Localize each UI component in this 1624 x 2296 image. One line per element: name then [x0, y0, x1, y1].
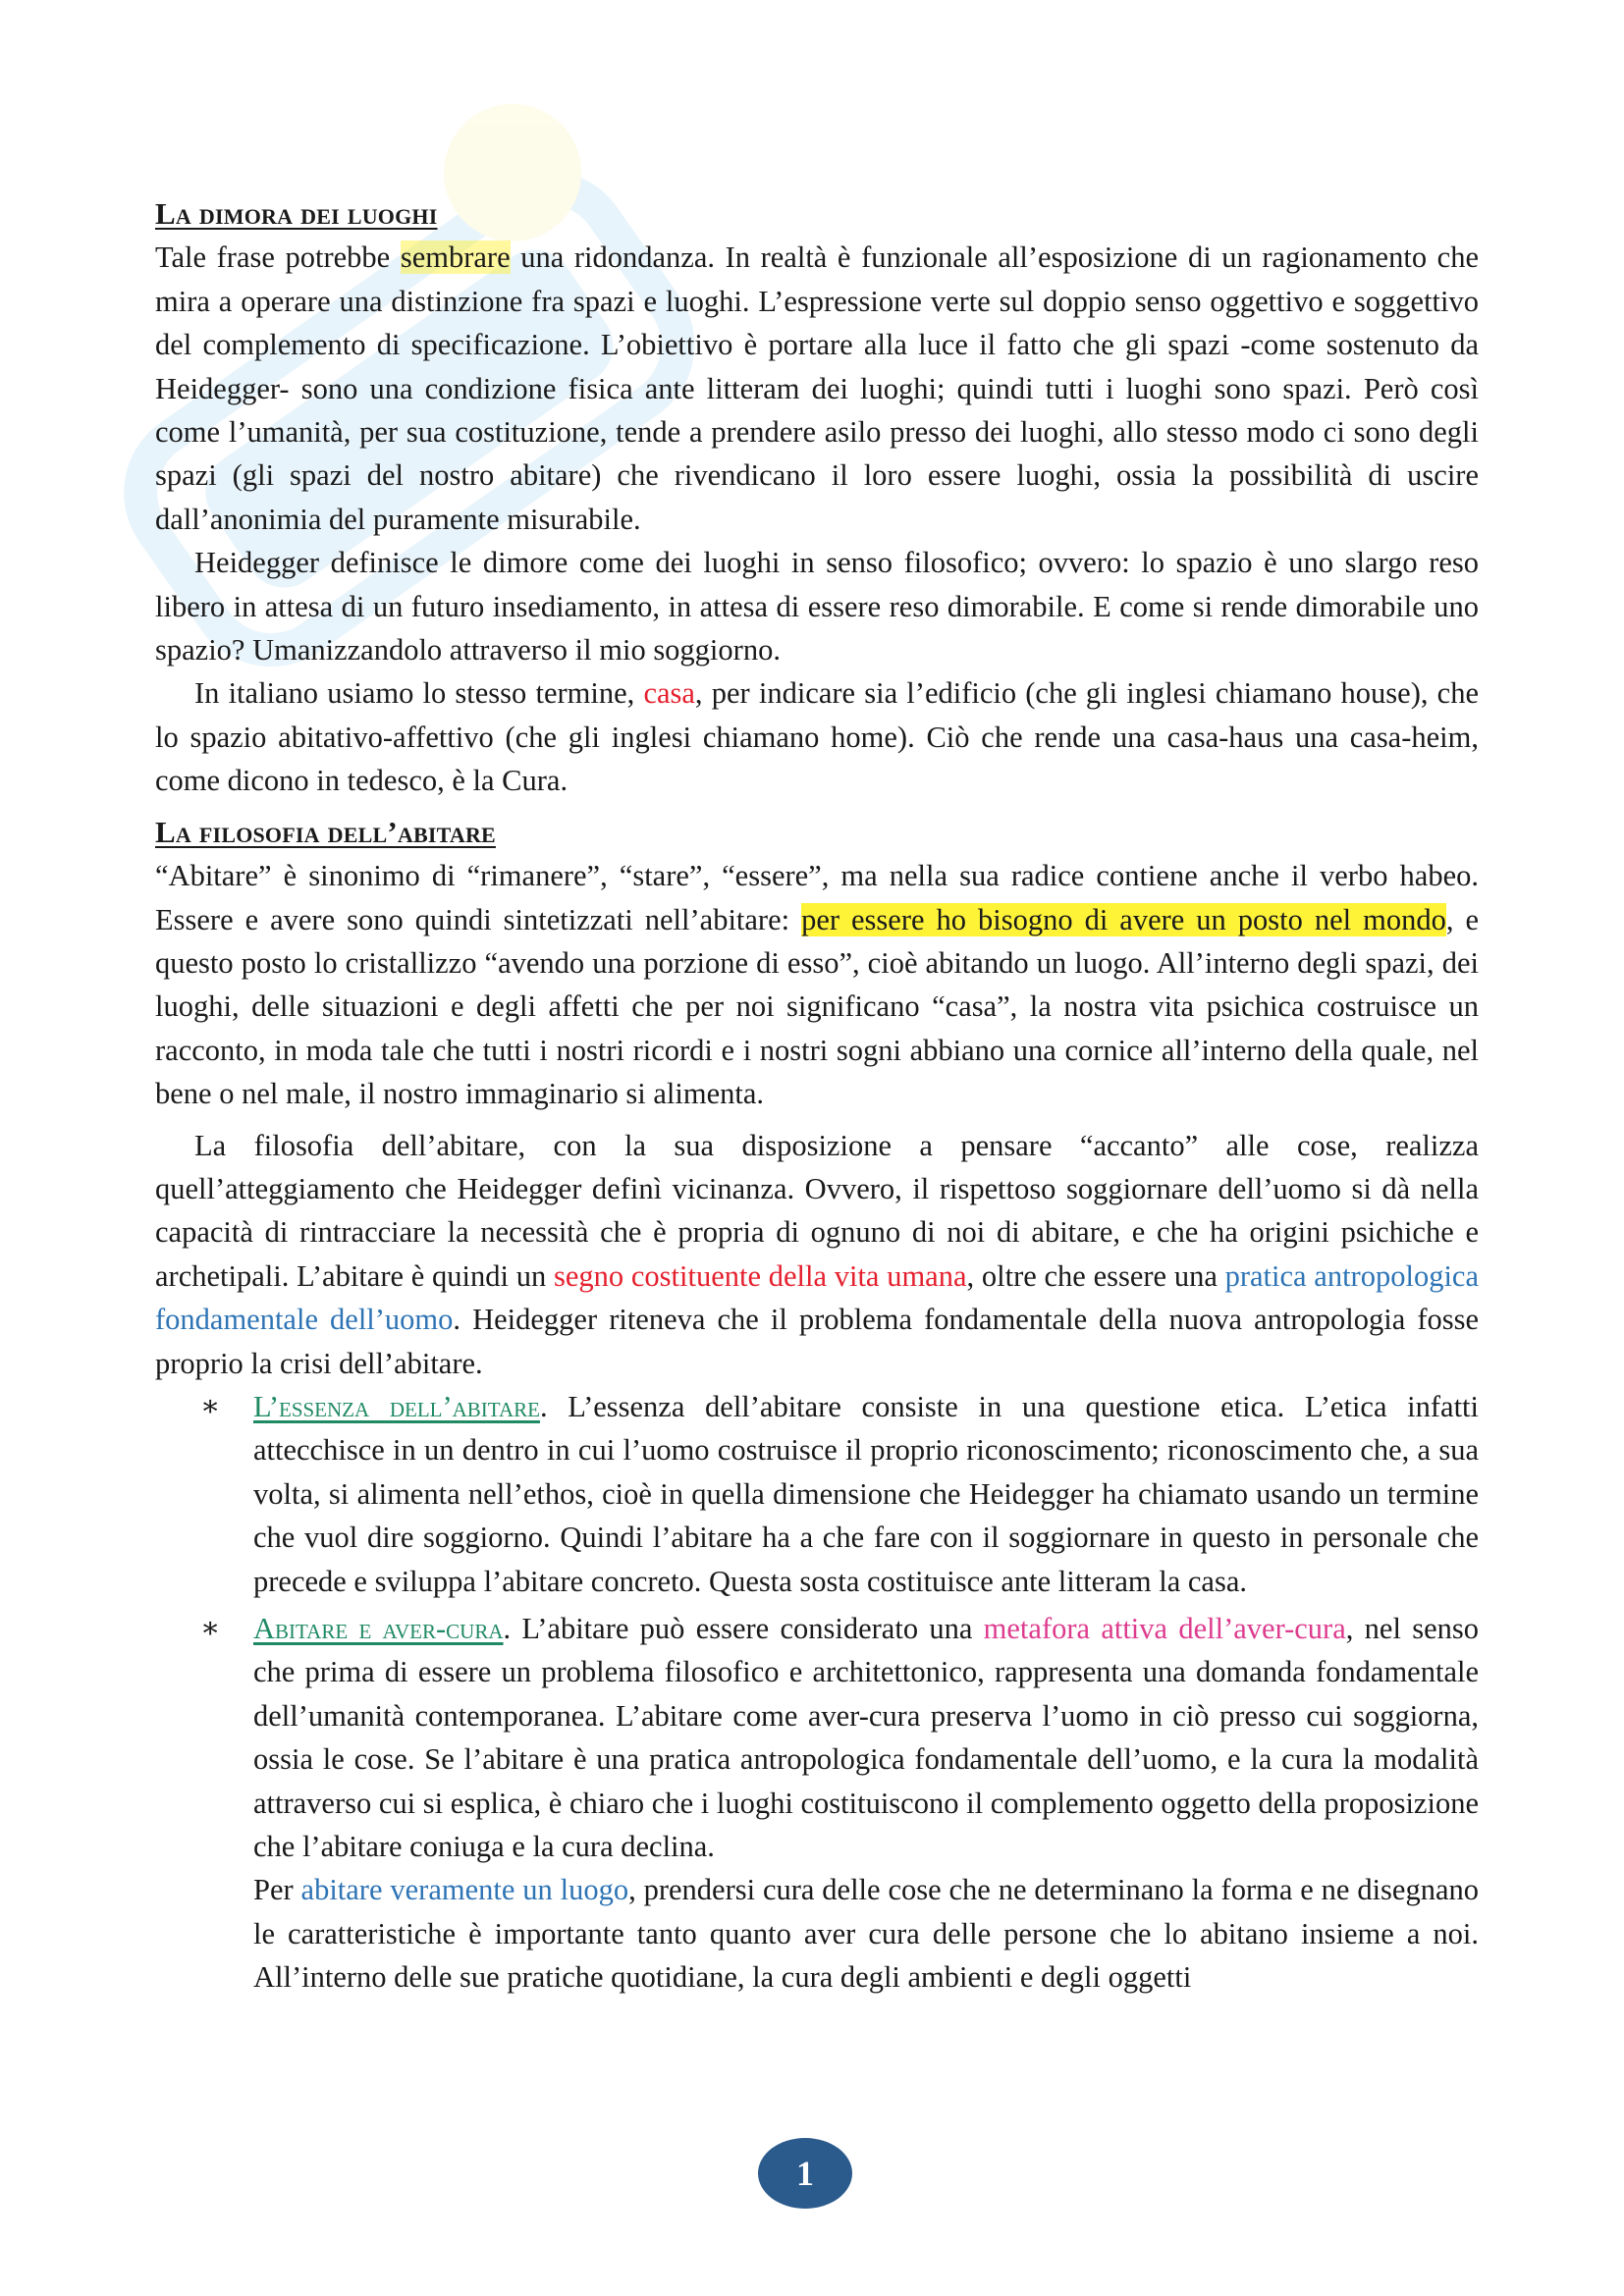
section-title-text: La filosofia dell’abitare [155, 814, 496, 849]
paragraph [253, 1868, 1479, 1999]
subsection-heading: Abitare e aver-cura [253, 1612, 504, 1645]
section-title-text: La dimora dei luoghi [155, 196, 438, 231]
text-run: . L’essenza dell’abitare consiste in una questione etica. L’etica infatti attecchisce in un dentro in cui l’uomo costruisce il proprio riconoscimento; riconoscimento che, a sua volta, si alimenta nell’ethos, cioè in quella dimensione che Heidegger ha chiamato usando un termine che vuol dire soggiorno. Quindi l’abitare ha a che fare con il soggiornare in questo in personale che precede e sviluppa l’abitare concreto. Questa sosta costituisce ante litteram la casa. [253, 1389, 1479, 1598]
paragraph: Heidegger definisce le dimore come dei luoghi in senso filosofico; ovvero: lo spazio è uno slargo reso libero in attesa di un futuro insediamento, in attesa di essere reso dimorabile. E come si rende dimorabile uno spazio? Umanizzandolo attraverso il mio soggiorno. [155, 546, 1479, 667]
text-run: , e questo posto lo cristallizzo “avendo una porzione di esso”, cioè abitando un luogo. All’interno degli spazi, dei luoghi, delle situazioni e degli affetti che per noi significano “casa”, la nostra vita psichica costruisce un racconto, in moda tale che tutti i nostri ricordi e i nostri sogni abbiano una cornice all’interno della quale, nel bene o nel male, il nostro immaginario si alimenta. [155, 902, 1480, 1111]
text-run: La filosofia dell’abitare, con la sua disposizione a pensare “accanto” alle cose, realizza quell’atteggiamento che Heidegger definì vicinanza. Ovvero, il rispettoso soggiornare dell’uomo si dà nella capacità di rintracciare la necessità che è propria di ognuno di noi di abitare, e che ha origini psichiche e archetipali. L’abitare è quindi un [155, 1128, 1479, 1293]
highlighted-text: sembrare [400, 240, 511, 275]
blue-emphasis-text: pratica antropologica fondamentale dell’uomo [155, 1258, 1479, 1337]
paragraph [155, 1124, 1479, 1385]
text-run: , prendersi cura delle cose che ne determinano la forma e ne disegnano le caratteristiche è importante tanto quanto aver cura delle persone che lo abitano insieme a noi. All’interno delle sue pratiche quotidiane, la cura degli ambienti e degli oggetti [253, 1873, 1479, 1995]
page-content [155, 192, 1479, 2000]
text-run: . Heidegger riteneva che il problema fondamentale della nuova antropologia fosse proprio la crisi dell’abitare. [155, 1303, 1480, 1380]
asterisk-bullet-icon: ∗ [200, 1612, 221, 1644]
text-run: una ridondanza. In realtà è funzionale all’esposizione di un ragionamento che mira a operare una distinzione fra spazi e luoghi. L’espressione verte sul doppio senso oggettivo e soggettivo del complemento di specificazione. L’obiettivo è portare alla luce il fatto che gli spazi -come sostenuto da Heidegger- sono una condizione fisica ante litteram dei luoghi; quindi tutti i luoghi sono spazi. Però così come l’umanità, per sua costituzione, tende a prendere asilo presso dei luoghi, allo stesso modo ci sono degli spazi (gli spazi del nostro abitare) che rivendicano il loro essere luoghi, ossia la possibilità di uscire dall’anonimia del puramente misurabile. [155, 240, 1480, 536]
text-run: Tale frase potrebbe [155, 240, 401, 275]
blue-emphasis-text: abitare veramente un luogo [300, 1873, 629, 1907]
section-title [155, 192, 1479, 236]
bullet-list [155, 1385, 1479, 2000]
subsection-heading: L’essenza dell’abitare [253, 1389, 540, 1423]
section-title [155, 811, 1479, 854]
page-number: 1 [796, 2154, 814, 2193]
red-emphasis-text: casa [643, 676, 695, 711]
red-emphasis-text: segno costituente della vita umana [553, 1258, 967, 1293]
paragraph [253, 1607, 1479, 1868]
asterisk-bullet-icon: ∗ [200, 1389, 221, 1422]
paragraph [253, 1385, 1479, 1603]
text-run: , oltre che essere una [966, 1258, 1225, 1293]
text-run: In italiano usiamo lo stesso termine, [194, 676, 644, 711]
list-item [155, 1385, 1479, 1603]
text-run: Per [253, 1873, 301, 1907]
paragraph [155, 671, 1479, 802]
paragraph [155, 854, 1479, 1115]
text-run: , per indicare sia l’edificio (che gli inglesi chiamano house), che lo spazio abitativo-affettivo (che gli inglesi chiamano home). Ciò che rende una casa-haus una casa-heim, come dicono in tedesco, è la Cura. [155, 676, 1479, 798]
paragraph [155, 236, 1479, 541]
highlighted-text: per essere ho bisogno di avere un posto nel mondo [801, 902, 1446, 936]
text-run: “Abitare” è sinonimo di “rimanere”, “stare”, “essere”, ma nella sua radice contiene anche il verbo habeo. Essere e avere sono quindi sintetizzati nell’abitare: [155, 859, 1479, 936]
list-item [155, 1607, 1479, 2000]
text-run: , nel senso che prima di essere un problema filosofico e architettonico, rappresenta una domanda fondamentale dell’umanità contemporanea. L’abitare come aver-cura preserva l’uomo in ciò presso cui soggiorna, ossia le cose. Se l’abitare è una pratica antropologica fondamentale dell’uomo, e la cura la modalità attraverso cui si esplica, è chiaro che i luoghi costituiscono il complemento oggetto della proposizione che l’abitare coniuga e la cura declina. [253, 1612, 1479, 1864]
magenta-emphasis-text: metafora attiva dell’aver-cura [983, 1612, 1346, 1645]
text-run: . L’abitare può essere considerato una [503, 1612, 984, 1645]
page-number-badge [758, 2138, 852, 2209]
